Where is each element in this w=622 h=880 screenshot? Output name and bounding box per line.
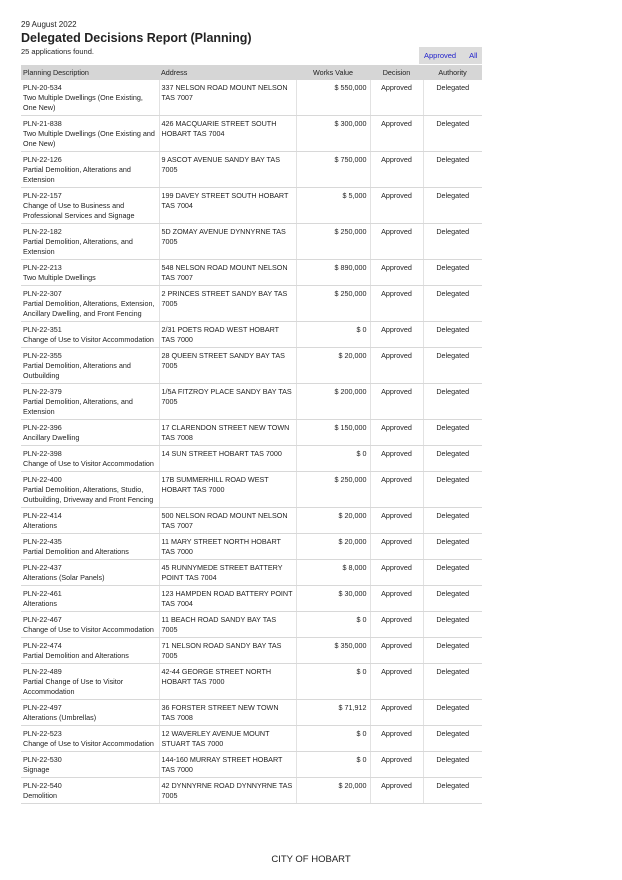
cell-description bbox=[21, 260, 159, 286]
application-number: PLN-22-414 bbox=[23, 511, 62, 520]
application-number: PLN-22-437 bbox=[23, 563, 62, 572]
application-description: Partial Demolition and Alterations bbox=[23, 651, 129, 660]
table-row bbox=[21, 188, 482, 224]
header-authority: Authority bbox=[423, 65, 482, 80]
cell-address: 42 DYNNYRNE ROAD DYNNYRNE TAS 7005 bbox=[159, 778, 296, 804]
application-description: Demolition bbox=[23, 791, 57, 800]
application-number: PLN-22-126 bbox=[23, 155, 62, 164]
cell-authority: Delegated bbox=[423, 560, 482, 586]
application-description: Change of Use to Visitor Accommodation bbox=[23, 625, 154, 634]
cell-address: 9 ASCOT AVENUE SANDY BAY TAS 7005 bbox=[159, 152, 296, 188]
table-row bbox=[21, 116, 482, 152]
cell-authority: Delegated bbox=[423, 80, 482, 116]
cell-authority: Delegated bbox=[423, 420, 482, 446]
application-number: PLN-22-400 bbox=[23, 475, 62, 484]
cell-works-value: $ 30,000 bbox=[296, 586, 370, 612]
cell-works-value: $ 20,000 bbox=[296, 348, 370, 384]
cell-address: 2 PRINCES STREET SANDY BAY TAS 7005 bbox=[159, 286, 296, 322]
header-works-value: Works Value bbox=[296, 65, 370, 80]
cell-works-value: $ 890,000 bbox=[296, 260, 370, 286]
cell-authority: Delegated bbox=[423, 348, 482, 384]
cell-decision: Approved bbox=[370, 612, 423, 638]
cell-description bbox=[21, 348, 159, 384]
header-decision: Decision bbox=[370, 65, 423, 80]
application-number: PLN-22-398 bbox=[23, 449, 62, 458]
cell-decision: Approved bbox=[370, 286, 423, 322]
cell-address: 337 NELSON ROAD MOUNT NELSON TAS 7007 bbox=[159, 80, 296, 116]
cell-decision: Approved bbox=[370, 726, 423, 752]
filter-bar bbox=[419, 47, 482, 64]
cell-description bbox=[21, 664, 159, 700]
table-row bbox=[21, 446, 482, 472]
cell-address: 199 DAVEY STREET SOUTH HOBART TAS 7004 bbox=[159, 188, 296, 224]
table-row bbox=[21, 224, 482, 260]
cell-authority: Delegated bbox=[423, 384, 482, 420]
cell-decision: Approved bbox=[370, 384, 423, 420]
table-row bbox=[21, 638, 482, 664]
header-description: Planning Description bbox=[21, 65, 159, 80]
cell-address: 11 BEACH ROAD SANDY BAY TAS 7005 bbox=[159, 612, 296, 638]
cell-decision: Approved bbox=[370, 348, 423, 384]
cell-authority: Delegated bbox=[423, 152, 482, 188]
application-number: PLN-22-213 bbox=[23, 263, 62, 272]
cell-decision: Approved bbox=[370, 80, 423, 116]
table-row bbox=[21, 752, 482, 778]
application-number: PLN-22-182 bbox=[23, 227, 62, 236]
cell-decision: Approved bbox=[370, 116, 423, 152]
cell-address: 71 NELSON ROAD SANDY BAY TAS 7005 bbox=[159, 638, 296, 664]
cell-description bbox=[21, 384, 159, 420]
table-row bbox=[21, 286, 482, 322]
application-description: Alterations bbox=[23, 521, 57, 530]
cell-works-value: $ 550,000 bbox=[296, 80, 370, 116]
cell-works-value: $ 20,000 bbox=[296, 778, 370, 804]
cell-works-value: $ 0 bbox=[296, 726, 370, 752]
table-row bbox=[21, 348, 482, 384]
cell-address: 2/31 POETS ROAD WEST HOBART TAS 7000 bbox=[159, 322, 296, 348]
cell-address: 45 RUNNYMEDE STREET BATTERY POINT TAS 7004 bbox=[159, 560, 296, 586]
application-number: PLN-22-351 bbox=[23, 325, 62, 334]
application-description: Partial Change of Use to Visitor Accommodation bbox=[23, 677, 124, 696]
cell-description bbox=[21, 116, 159, 152]
cell-authority: Delegated bbox=[423, 224, 482, 260]
cell-address: 1/5A FITZROY PLACE SANDY BAY TAS 7005 bbox=[159, 384, 296, 420]
cell-authority: Delegated bbox=[423, 188, 482, 224]
cell-authority: Delegated bbox=[423, 472, 482, 508]
cell-address: 500 NELSON ROAD MOUNT NELSON TAS 7007 bbox=[159, 508, 296, 534]
cell-decision: Approved bbox=[370, 638, 423, 664]
cell-authority: Delegated bbox=[423, 260, 482, 286]
application-description: Change of Use to Visitor Accommodation bbox=[23, 739, 154, 748]
cell-address: 28 QUEEN STREET SANDY BAY TAS 7005 bbox=[159, 348, 296, 384]
cell-address: 14 SUN STREET HOBART TAS 7000 bbox=[159, 446, 296, 472]
cell-address: 5D ZOMAY AVENUE DYNNYRNE TAS 7005 bbox=[159, 224, 296, 260]
cell-decision: Approved bbox=[370, 152, 423, 188]
cell-decision: Approved bbox=[370, 188, 423, 224]
application-description: Partial Demolition, Alterations and Outbuilding bbox=[23, 361, 131, 380]
cell-authority: Delegated bbox=[423, 322, 482, 348]
cell-decision: Approved bbox=[370, 700, 423, 726]
application-number: PLN-22-435 bbox=[23, 537, 62, 546]
cell-description bbox=[21, 508, 159, 534]
application-number: PLN-22-355 bbox=[23, 351, 62, 360]
cell-decision: Approved bbox=[370, 752, 423, 778]
table-row bbox=[21, 384, 482, 420]
cell-decision: Approved bbox=[370, 420, 423, 446]
cell-decision: Approved bbox=[370, 472, 423, 508]
application-number: PLN-22-530 bbox=[23, 755, 62, 764]
table-row bbox=[21, 152, 482, 188]
cell-authority: Delegated bbox=[423, 534, 482, 560]
cell-works-value: $ 20,000 bbox=[296, 508, 370, 534]
table-row bbox=[21, 778, 482, 804]
cell-works-value: $ 250,000 bbox=[296, 286, 370, 322]
application-number: PLN-22-474 bbox=[23, 641, 62, 650]
cell-works-value: $ 200,000 bbox=[296, 384, 370, 420]
application-description: Partial Demolition, Alterations, and Extension bbox=[23, 397, 133, 416]
cell-works-value: $ 300,000 bbox=[296, 116, 370, 152]
application-number: PLN-21-838 bbox=[23, 119, 62, 128]
cell-authority: Delegated bbox=[423, 508, 482, 534]
application-number: PLN-22-523 bbox=[23, 729, 62, 738]
application-number: PLN-22-461 bbox=[23, 589, 62, 598]
application-number: PLN-22-307 bbox=[23, 289, 62, 298]
cell-authority: Delegated bbox=[423, 286, 482, 322]
table-row bbox=[21, 508, 482, 534]
cell-description bbox=[21, 80, 159, 116]
cell-description bbox=[21, 560, 159, 586]
cell-description bbox=[21, 420, 159, 446]
application-description: Two Multiple Dwellings (One Existing, One New) bbox=[23, 93, 143, 112]
application-description: Change of Use to Visitor Accommodation bbox=[23, 335, 154, 344]
cell-authority: Delegated bbox=[423, 726, 482, 752]
application-description: Partial Demolition, Alterations, and Extension bbox=[23, 237, 133, 256]
report-title: Delegated Decisions Report (Planning) bbox=[21, 31, 252, 45]
application-number: PLN-22-540 bbox=[23, 781, 62, 790]
cell-description bbox=[21, 446, 159, 472]
application-description: Partial Demolition and Alterations bbox=[23, 547, 129, 556]
cell-description bbox=[21, 700, 159, 726]
cell-decision: Approved bbox=[370, 260, 423, 286]
cell-works-value: $ 0 bbox=[296, 322, 370, 348]
cell-address: 17 CLARENDON STREET NEW TOWN TAS 7008 bbox=[159, 420, 296, 446]
cell-works-value: $ 20,000 bbox=[296, 534, 370, 560]
application-number: PLN-22-497 bbox=[23, 703, 62, 712]
cell-authority: Delegated bbox=[423, 586, 482, 612]
cell-address: 426 MACQUARIE STREET SOUTH HOBART TAS 7004 bbox=[159, 116, 296, 152]
cell-description bbox=[21, 612, 159, 638]
footer-council-name: CITY OF HOBART bbox=[271, 854, 351, 865]
table-row bbox=[21, 260, 482, 286]
cell-description bbox=[21, 534, 159, 560]
application-number: PLN-22-467 bbox=[23, 615, 62, 624]
cell-authority: Delegated bbox=[423, 700, 482, 726]
cell-authority: Delegated bbox=[423, 752, 482, 778]
cell-decision: Approved bbox=[370, 322, 423, 348]
cell-works-value: $ 250,000 bbox=[296, 224, 370, 260]
cell-description bbox=[21, 322, 159, 348]
cell-description bbox=[21, 726, 159, 752]
application-description: Partial Demolition, Alterations, Extension, Ancillary Dwelling, and Front Fencing bbox=[23, 299, 155, 318]
application-description: Change of Use to Business and Professional Services and Signage bbox=[23, 201, 135, 220]
filter-approved-link[interactable]: Approved bbox=[424, 51, 457, 60]
application-description: Change of Use to Visitor Accommodation bbox=[23, 459, 154, 468]
application-description: Alterations (Solar Panels) bbox=[23, 573, 105, 582]
application-number: PLN-22-396 bbox=[23, 423, 62, 432]
cell-decision: Approved bbox=[370, 224, 423, 260]
cell-works-value: $ 350,000 bbox=[296, 638, 370, 664]
cell-works-value: $ 0 bbox=[296, 612, 370, 638]
cell-works-value: $ 71,912 bbox=[296, 700, 370, 726]
table-row bbox=[21, 322, 482, 348]
cell-decision: Approved bbox=[370, 778, 423, 804]
cell-description bbox=[21, 752, 159, 778]
table-row bbox=[21, 612, 482, 638]
application-description: Signage bbox=[23, 765, 50, 774]
cell-description bbox=[21, 152, 159, 188]
cell-address: 548 NELSON ROAD MOUNT NELSON TAS 7007 bbox=[159, 260, 296, 286]
table-row bbox=[21, 726, 482, 752]
cell-authority: Delegated bbox=[423, 612, 482, 638]
cell-decision: Approved bbox=[370, 664, 423, 700]
cell-decision: Approved bbox=[370, 508, 423, 534]
cell-authority: Delegated bbox=[423, 116, 482, 152]
table-row bbox=[21, 560, 482, 586]
cell-authority: Delegated bbox=[423, 446, 482, 472]
table-row bbox=[21, 664, 482, 700]
table-header-row bbox=[21, 65, 482, 80]
cell-authority: Delegated bbox=[423, 778, 482, 804]
cell-address: 36 FORSTER STREET NEW TOWN TAS 7008 bbox=[159, 700, 296, 726]
application-description: Ancillary Dwelling bbox=[23, 433, 80, 442]
cell-works-value: $ 0 bbox=[296, 664, 370, 700]
results-count: 25 applications found. bbox=[21, 47, 94, 56]
application-description: Two Multiple Dwellings bbox=[23, 273, 96, 282]
cell-decision: Approved bbox=[370, 446, 423, 472]
cell-description bbox=[21, 224, 159, 260]
cell-works-value: $ 8,000 bbox=[296, 560, 370, 586]
application-description: Partial Demolition, Alterations and Extension bbox=[23, 165, 131, 184]
cell-description bbox=[21, 778, 159, 804]
cell-works-value: $ 0 bbox=[296, 752, 370, 778]
application-description: Alterations bbox=[23, 599, 57, 608]
cell-address: 17B SUMMERHILL ROAD WEST HOBART TAS 7000 bbox=[159, 472, 296, 508]
application-number: PLN-22-489 bbox=[23, 667, 62, 676]
table-row bbox=[21, 80, 482, 116]
table-row bbox=[21, 534, 482, 560]
cell-decision: Approved bbox=[370, 534, 423, 560]
application-number: PLN-20-534 bbox=[23, 83, 62, 92]
filter-all-link[interactable]: All bbox=[469, 51, 478, 60]
table-row bbox=[21, 700, 482, 726]
table-row bbox=[21, 586, 482, 612]
cell-decision: Approved bbox=[370, 560, 423, 586]
application-number: PLN-22-379 bbox=[23, 387, 62, 396]
table-row bbox=[21, 472, 482, 508]
cell-address: 12 WAVERLEY AVENUE MOUNT STUART TAS 7000 bbox=[159, 726, 296, 752]
cell-works-value: $ 750,000 bbox=[296, 152, 370, 188]
decisions-table bbox=[21, 65, 482, 804]
report-date: 29 August 2022 bbox=[21, 20, 77, 29]
cell-authority: Delegated bbox=[423, 664, 482, 700]
cell-address: 123 HAMPDEN ROAD BATTERY POINT TAS 7004 bbox=[159, 586, 296, 612]
cell-description bbox=[21, 286, 159, 322]
cell-description bbox=[21, 472, 159, 508]
cell-description bbox=[21, 188, 159, 224]
cell-works-value: $ 250,000 bbox=[296, 472, 370, 508]
cell-works-value: $ 0 bbox=[296, 446, 370, 472]
cell-works-value: $ 150,000 bbox=[296, 420, 370, 446]
table-row bbox=[21, 420, 482, 446]
cell-description bbox=[21, 638, 159, 664]
application-description: Two Multiple Dwellings (One Existing and One New) bbox=[23, 129, 155, 148]
application-description: Partial Demolition, Alterations, Studio, Outbuilding, Driveway and Front Fencing bbox=[23, 485, 154, 504]
cell-description bbox=[21, 586, 159, 612]
cell-decision: Approved bbox=[370, 586, 423, 612]
header-address: Address bbox=[159, 65, 296, 80]
cell-address: 42-44 GEORGE STREET NORTH HOBART TAS 7000 bbox=[159, 664, 296, 700]
cell-address: 144-160 MURRAY STREET HOBART TAS 7000 bbox=[159, 752, 296, 778]
cell-authority: Delegated bbox=[423, 638, 482, 664]
cell-works-value: $ 5,000 bbox=[296, 188, 370, 224]
application-description: Alterations (Umbrellas) bbox=[23, 713, 97, 722]
cell-address: 11 MARY STREET NORTH HOBART TAS 7000 bbox=[159, 534, 296, 560]
application-number: PLN-22-157 bbox=[23, 191, 62, 200]
